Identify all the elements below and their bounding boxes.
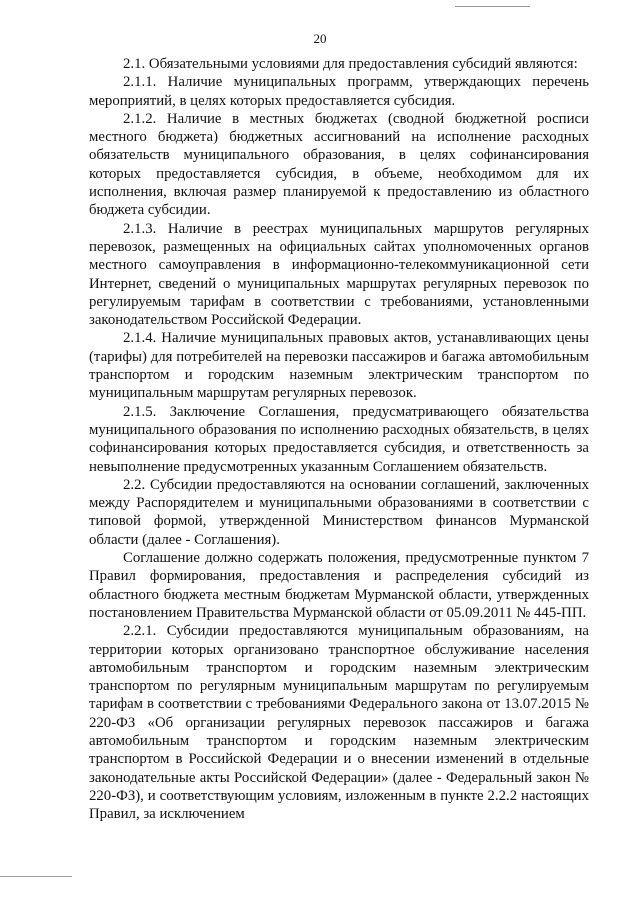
paragraph-2-1-4: 2.1.4. Наличие муниципальных правовых актов, устанавливающих цены (тарифы) для потребителей на перевозки пассажиров и багажа автомобильным транспортом и городским наземным электрическим транспортом по муниципальным маршрутам регулярных перевозок.: [89, 330, 589, 402]
paragraph-agreement-content: Соглашение должно содержать положения, предусмотренные пунктом 7 Правил формирования, предоставления и распределения субсидий из областного бюджета местным бюджетам Мурманской области, утвержденных постановлением Правительства Мурманской области от 05.09.2011 № 445-ПП.: [89, 550, 589, 621]
paragraph-2-2-1: 2.2.1. Субсидии предоставляются муниципальным образованиям, на территории которых организовано транспортное обслуживание населения автомобильным транспортом и городским наземным электрическим транспортом по регулярным муниципальным маршрутам по регулируемым тарифам в соответствии с требованиями Федерального закона от 13.07.2015 № 220-ФЗ «Об организации регулярных перевозок пассажиров и багажа автомобильным транспортом и городским наземным электрическим транспортом в Российской Федерации и о внесении изменений в отдельные законодательные акты Российской Федерации» (далее - Федеральный закон № 220-ФЗ), и соответствующим условиям, изложенным в пункте 2.2.2 настоящих Правил, за исключением: [89, 623, 589, 823]
scan-edge-line-bottom: [0, 876, 72, 877]
paragraph-2-1: 2.1. Обязательными условиями для предоставления субсидий являются:: [123, 56, 578, 72]
paragraph-2-1-1: 2.1.1. Наличие муниципальных программ, утверждающих перечень мероприятий, в целях которых предоставляется субсидия.: [89, 74, 589, 109]
paragraph-2-1-2: 2.1.2. Наличие в местных бюджетах (сводной бюджетной росписи местного бюджета) бюджетных ассигнований на исполнение расходных обязательств муниципального образования, в целях софинансирования которых предоставляется субсидия, в объеме, необходимом для их исполнения, включая размер планируемой к предоставлению из областного бюджета субсидии.: [89, 110, 589, 219]
page-number: 20: [313, 31, 327, 46]
paragraph-2-1-3: 2.1.3. Наличие в реестрах муниципальных маршрутов регулярных перевозок, размещенных на официальных сайтах уполномоченных органов местного самоуправления в информационно-телекоммуникационной сети Интернет, сведений о муниципальных маршрутах регулярных перевозок по регулируемым тарифам в соответствии с требованиями, установленными законодательством Российской Федерации.: [89, 220, 589, 329]
document-body: [89, 55, 589, 823]
scan-edge-line-top: [455, 6, 530, 7]
paragraph-2-2: 2.2. Субсидии предоставляются на основании соглашений, заключенных между Распорядителем и муниципальными образованиями в соответствии с типовой формой, утвержденной Министерством финансов Мурманской области (далее - Соглашения).: [89, 476, 589, 548]
paragraph-2-1-5: 2.1.5. Заключение Соглашения, предусматривающего обязательства муниципального образования по исполнению расходных обязательств, в целях софинансирования которых предоставляется субсидия, и ответственность за невыполнение предусмотренных указанным Соглашением обязательств.: [89, 403, 589, 475]
